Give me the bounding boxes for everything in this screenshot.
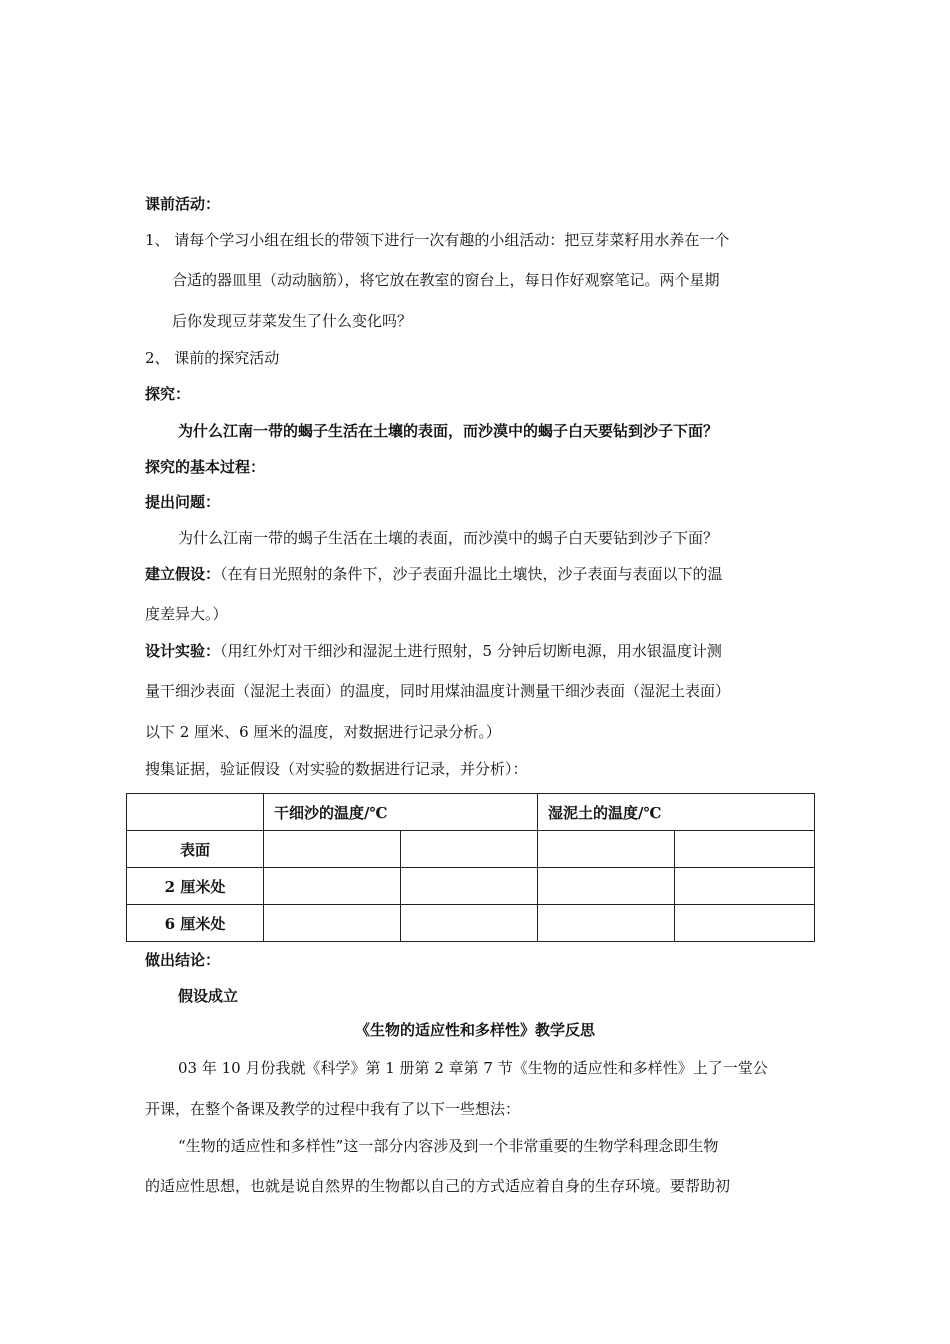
- hypothesis-label: 建立假设：: [145, 565, 221, 583]
- data-table: [126, 793, 815, 942]
- table-cell: [264, 905, 401, 942]
- hypothesis-line2: 度差异大。）: [145, 605, 228, 623]
- pre-activity-item1-line3: 后你发现豆芽菜发生了什么变化吗？: [172, 312, 413, 330]
- table-row: [127, 868, 815, 905]
- table-cell: [675, 905, 815, 942]
- table-row: [127, 831, 815, 868]
- collect-text: 搜集证据，验证假设（对实验的数据进行记录，并分析）：: [145, 760, 528, 778]
- ask-text: 为什么江南一带的蝎子生活在土壤的表面，而沙漠中的蝎子白天要钻到沙子下面？: [178, 529, 719, 547]
- table-cell: [675, 868, 815, 905]
- reflection-title: 《生物的适应性和多样性》教学反思: [354, 1021, 595, 1039]
- hypothesis-text1: （在有日光照射的条件下，沙子表面升温比土壤快，沙子表面与表面以下的温: [220, 565, 723, 583]
- row-label-6cm: 6 厘米处: [127, 905, 264, 942]
- table-cell: [538, 905, 675, 942]
- pre-activity-item1-line1: 1、 请每个学习小组在组长的带领下进行一次有趣的小组活动：把豆芽菜籽用水养在一个: [145, 231, 730, 249]
- table-cell: [401, 831, 538, 868]
- conclusion-text: 假设成立: [178, 987, 239, 1005]
- reflection-p1-line1: 03 年 10 月份我就《科学》第 1 册第 2 章第 7 节《生物的适应性和多样性》上了一堂公: [178, 1059, 768, 1077]
- design-line1: [145, 641, 722, 661]
- table-cell: [538, 868, 675, 905]
- table-header-row: [127, 794, 815, 831]
- table-cell: [264, 831, 401, 868]
- table-corner-cell: [127, 794, 264, 831]
- process-heading: 探究的基本过程：: [145, 458, 266, 476]
- pre-activity-item2: 2、 课前的探究活动: [145, 349, 280, 367]
- design-text1: （用红外灯对干细沙和湿泥土进行照射，5 分钟后切断电源，用水银温度计测: [220, 642, 722, 660]
- ask-label: 提出问题：: [145, 493, 221, 511]
- table-row: [127, 905, 815, 942]
- pre-activity-item1-line2: 合适的器皿里（动动脑筋），将它放在教室的窗台上，每日作好观察笔记。两个星期: [172, 271, 720, 289]
- table-cell: [538, 831, 675, 868]
- reflection-p1-line2: 开课，在整个备课及教学的过程中我有了以下一些想法：: [145, 1100, 521, 1118]
- hypothesis-line1: [145, 564, 723, 584]
- pre-activity-heading: 课前活动：: [145, 195, 221, 213]
- table-cell: [401, 905, 538, 942]
- table-cell: [264, 868, 401, 905]
- inquiry-heading: 探究：: [145, 385, 191, 403]
- design-line2: 量干细沙表面（湿泥土表面）的温度，同时用煤油温度计测量干细沙表面（湿泥土表面）: [145, 682, 731, 700]
- table-cell: [675, 831, 815, 868]
- conclusion-label: 做出结论：: [145, 951, 221, 969]
- col-mud-header: 湿泥土的温度/℃: [538, 794, 815, 831]
- table-cell: [401, 868, 538, 905]
- design-line3: 以下 2 厘米、6 厘米的温度，对数据进行记录分析。）: [145, 723, 501, 741]
- design-label: 设计实验：: [145, 642, 221, 660]
- row-label-2cm: 2 厘米处: [127, 868, 264, 905]
- reflection-p2-line2: 的适应性思想，也就是说自然界的生物都以自己的方式适应着自身的生存环境。要帮助初: [145, 1177, 731, 1195]
- row-label-surface: 表面: [127, 831, 264, 868]
- reflection-p2-line1: “生物的适应性和多样性”这一部分内容涉及到一个非常重要的生物学科理念即生物: [178, 1137, 719, 1155]
- col-sand-header: 干细沙的温度/℃: [264, 794, 538, 831]
- inquiry-question: 为什么江南一带的蝎子生活在土壤的表面，而沙漠中的蝎子白天要钻到沙子下面？: [178, 422, 719, 440]
